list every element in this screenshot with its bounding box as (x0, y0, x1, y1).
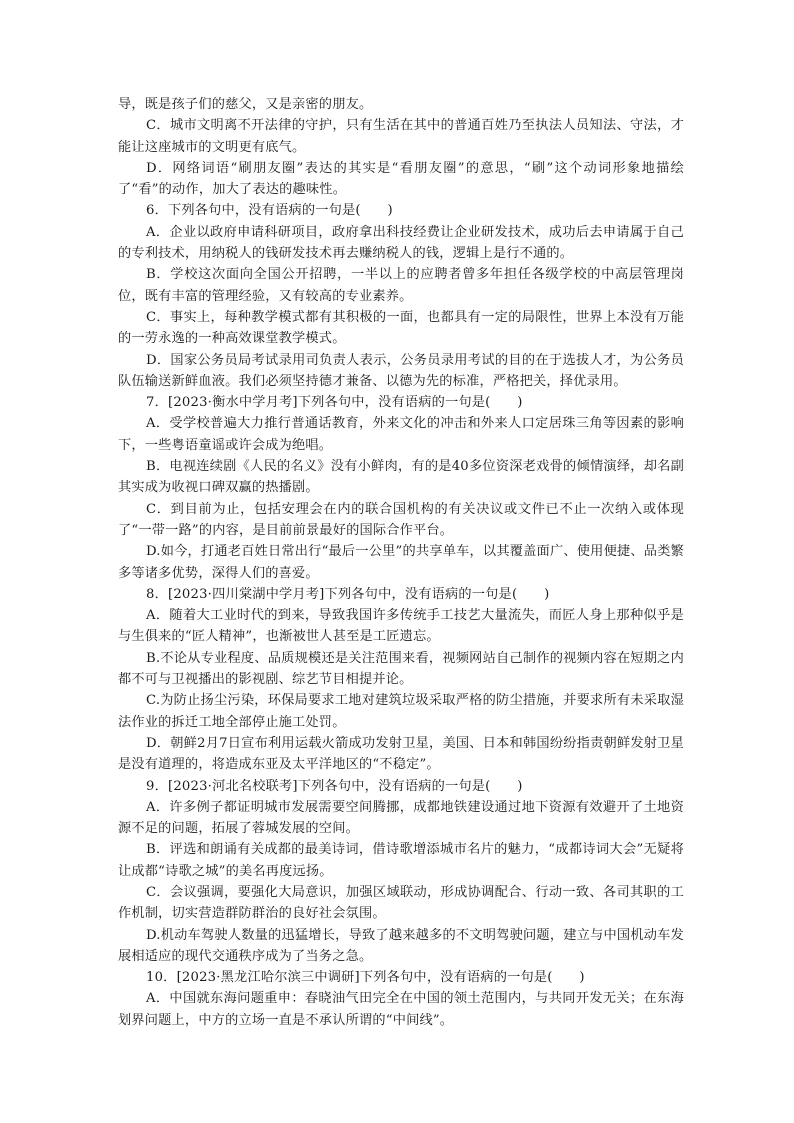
option-paragraph: A．许多例子都证明城市发展需要空间腾挪，成都地铁建设通过地下资源有效避开了土地资源不足的问题，拓展了蓉城发展的空间。 (118, 799, 684, 837)
option-paragraph: C．事实上，每种教学模式都有其积极的一面，也都具有一定的局限性，世界上本没有万能的一劳永逸的一种高效课堂教学模式。 (118, 309, 684, 347)
option-paragraph: A．中国就东海问题重申：春晓油气田完全在中国的领土范围内，与共同开发无关；在东海划界问题上，中方的立场一直是不承认所谓的“中间线”。 (118, 991, 684, 1028)
document-page (118, 94, 684, 1031)
option-paragraph: D.机动车驾驶人数量的迅猛增长，导致了越来越多的不文明驾驶问题，建立与中国机动车发展相适应的现代交通秩序成为了当务之急。 (118, 927, 684, 964)
question-stem: 10．[2023·黑龙江哈尔滨三中调研]下列各句中，没有语病的一句是( ) (146, 970, 585, 986)
option-paragraph: A．随着大工业时代的到来，导致我国许多传统手工技艺大量流失，而匠人身上那种似乎是与生俱来的“匠人精神”，也渐被世人甚至是工匠遗忘。 (118, 608, 684, 645)
option-paragraph: A．受学校普遍大力推行普通话教育，外来文化的冲击和外来人口定居珠三角等因素的影响下，一些粤语童谣或许会成为绝唱。 (118, 416, 684, 453)
option-paragraph: D．朝鲜2月7日宣布利用运载火箭成功发射卫星，美国、日本和韩国纷纷指责朝鲜发射卫星是没有道理的，将造成东亚及太平洋地区的“不稳定”。 (118, 735, 684, 773)
option-paragraph: B.不论从专业程度、品质规模还是关注范围来看，视频网站自己制作的视频内容在短期之内都不可与卫视播出的影视剧、综艺节目相提并论。 (118, 650, 684, 688)
paragraph: C．城市文明离不开法律的守护，只有生活在其中的普通百姓乃至执法人员知法、守法，才能让这座城市的文明更有底气。 (118, 118, 684, 155)
option-paragraph: C．到目前为止，包括安理会在内的联合国机构的有关决议或文件已不止一次纳入或体现了“一带一路”的内容，是目前前景最好的国际合作平台。 (118, 501, 684, 538)
option-paragraph: D.如今，打通老百姓日常出行“最后一公里”的共享单车，以其覆盖面广、使用便捷、品类繁多等诸多优势，深得人们的喜爱。 (118, 544, 684, 581)
option-paragraph: C．会议强调，要强化大局意识，加强区域联动，形成协调配合、行动一致、各司其职的工作机制，切实营造群防群治的良好社会氛围。 (118, 884, 684, 922)
option-paragraph: B．电视连续剧《人民的名义》没有小鲜肉，有的是40多位资深老戏骨的倾情演绎，却名副其实成为收视口碑双赢的热播剧。 (118, 459, 684, 496)
question-stem: 6．下列各句中，没有语病的一句是( ) (146, 203, 393, 219)
question-stem: 8．[2023·四川棠湖中学月考]下列各句中，没有语病的一句是( ) (146, 586, 550, 602)
option-paragraph: D．国家公务员局考试录用司负责人表示，公务员录用考试的目的在于选拔人才，为公务员队伍输送新鲜血液。我们必须坚持德才兼备、以德为先的标准，严格把关，择优录用。 (118, 352, 684, 389)
paragraph: 导，既是孩子们的慈父，又是亲密的朋友。 (118, 97, 373, 112)
option-paragraph: C.为防止扬尘污染，环保局要求工地对建筑垃圾采取严格的防尘措施，并要求所有未采取湿法作业的拆迁工地全部停止施工处罚。 (118, 693, 684, 730)
question-stem: 9．[2023·河北名校联考]下列各句中，没有语病的一句是( ) (146, 778, 523, 794)
question-stem: 7．[2023·衡水中学月考]下列各句中，没有语病的一句是( ) (146, 395, 523, 411)
option-paragraph: B．评选和朗诵有关成都的最美诗词，借诗歌增添城市名片的魅力，“成都诗词大会”无疑将让成都“诗歌之城”的美名再度远扬。 (118, 842, 684, 879)
paragraph: D．网络词语“刷朋友圈”表达的其实是“看朋友圈”的意思，“刷”这个动词形象地描绘了“看”的动作，加大了表达的趣味性。 (118, 160, 684, 198)
option-paragraph: A．企业以政府申请科研项目，政府拿出科技经费让企业研发技术，成功后去申请属于自己的专利技术，用纳税人的钱研发技术再去赚纳税人的钱，逻辑上是行不通的。 (118, 224, 684, 262)
option-paragraph: B．学校这次面向全国公开招聘，一半以上的应聘者曾多年担任各级学校的中高层管理岗位，既有丰富的管理经验，又有较高的专业素养。 (118, 267, 684, 304)
